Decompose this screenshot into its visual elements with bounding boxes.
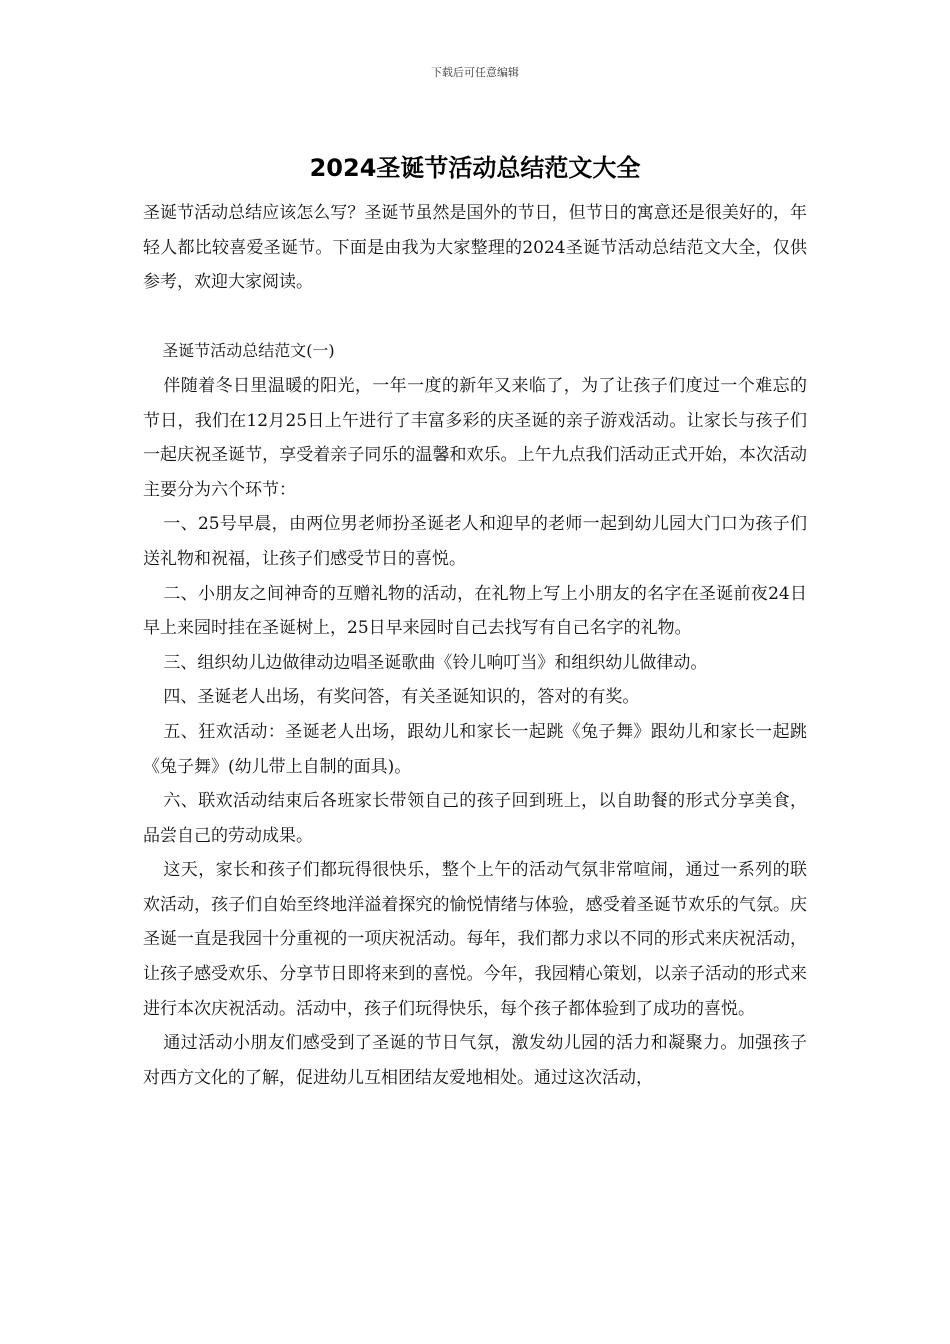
- body-paragraph: 通过活动小朋友们感受到了圣诞的节日气氛，激发幼儿园的活力和凝聚力。加强孩子对西方文化的了解，促进幼儿互相团结友爱地相处。通过这次活动，: [143, 1033, 807, 1088]
- list-item-paragraph: 二、小朋友之间神奇的互赠礼物的活动，在礼物上写上小朋友的名字在圣诞前夜24日早上来园时挂在圣诞树上，25日早来园时自己去找写有自己名字的礼物。: [143, 583, 807, 639]
- list-item-paragraph: 四、圣诞老人出场，有奖问答，有关圣诞知识的，答对的有奖。: [163, 687, 640, 708]
- list-item-paragraph: 三、组织幼儿边做律动边唱圣诞歌曲《铃儿响叮当》和组织幼儿做律动。: [163, 652, 708, 673]
- list-item-paragraph: 五、狂欢活动：圣诞老人出场，跟幼儿和家长一起跳《兔子舞》跟幼儿和家长一起跳《兔子舞》(幼儿带上自制的面具)。: [143, 721, 807, 777]
- body-paragraph: 伴随着冬日里温暖的阳光，一年一度的新年又来临了，为了让孩子们度过一个难忘的节日，我们在12月25日上午进行了丰富多彩的庆圣诞的亲子游戏活动。让家长与孩子们一起庆祝圣诞节，享受着亲子同乐的温馨和欢乐。上午九点我们活动正式开始，本次活动主要分为六个环节：: [143, 375, 807, 500]
- paragraph-spacer: [143, 300, 807, 335]
- body-paragraph: 这天，家长和孩子们都玩得很快乐，整个上午的活动气氛非常喧闹，通过一系列的联欢活动，孩子们自始至终地洋溢着探究的愉悦情绪与体验，感受着圣诞节欢乐的气氛。庆圣诞一直是我园十分重视的一项庆祝活动。每年，我们都力求以不同的形式来庆祝活动，让孩子感受欢乐、分享节日即将来到的喜悦。今年，我园精心策划，以亲子活动的形式来进行本次庆祝活动。活动中，孩子们玩得快乐，每个孩子都体验到了成功的喜悦。: [143, 860, 807, 1019]
- document-title: 2024圣诞节活动总结范文大全: [309, 154, 641, 182]
- list-item-paragraph: 六、联欢活动结束后各班家长带领自己的孩子回到班上，以自助餐的形式分享美食，品尝自己的劳动成果。: [143, 791, 807, 846]
- section-heading: 圣诞节活动总结范文(一): [162, 341, 335, 361]
- intro-paragraph: 圣诞节活动总结应该怎么写？圣诞节虽然是国外的节日，但节日的寓意还是很美好的，年轻人都比较喜爱圣诞节。下面是由我为大家整理的2024圣诞节活动总结范文大全，仅供参考，欢迎大家阅读。: [143, 203, 807, 293]
- page-header-note: 下载后可任意编辑: [431, 66, 519, 79]
- list-item-paragraph: 一、25号早晨，由两位男老师扮圣诞老人和迎早的老师一起到幼儿园大门口为孩子们送礼物和祝福，让孩子们感受节日的喜悦。: [143, 514, 807, 569]
- document-body: [143, 196, 807, 1095]
